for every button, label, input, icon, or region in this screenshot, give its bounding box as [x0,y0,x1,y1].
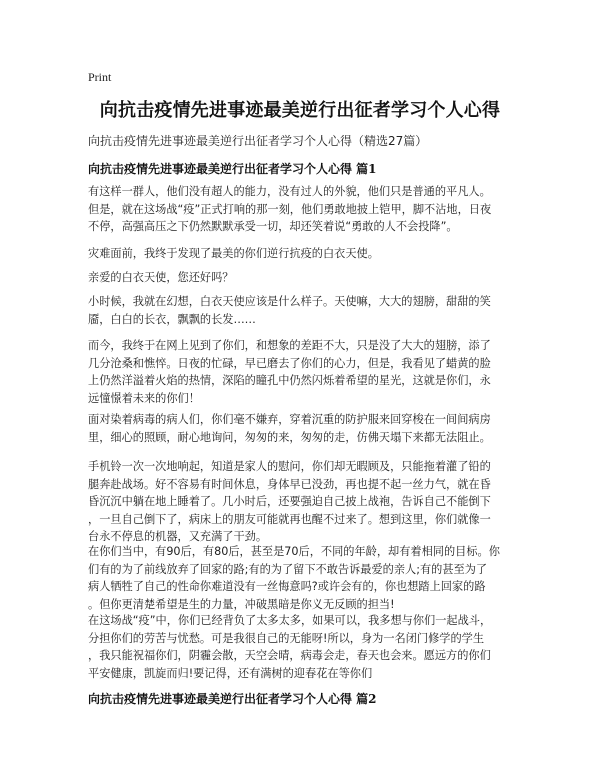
paragraph-2: 灾难面前，我终于发现了最美的你们逆行抗疫的白衣天使。 [88,247,379,260]
paragraph-8: 在你们当中，有90后，有80后，甚至是70后，不同的年龄，却有着相同的目标。你 们有的为了前线放弃了回家的路;有的为了留下不敢告诉最爱的亲人;有的甚至为了 病人牺牲了自己的性命你难道没有一丝悔意吗?或许会有的，你也想踏上回家的路 。但你更清楚希望是生的力量，冲破黑暗是你义无反顾的担当! [88,545,500,611]
document-title: 向抗击疫情先进事迹最美逆行出征者学习个人心得 [99,100,501,121]
paragraph-9: 在这场战“疫”中，你们已经背负了太多太多，如果可以，我多想与你们一起战斗， 分担你们的劳苦与忧愁。可是我很自己的无能呀!所以，身为一名闭门修学的学生 ，我只能祝福你们，阴霾会散，天空会晴，病毒会走，春天也会来。愿远方的你们 平安健康，凯旋而归!要记得，还有满树的迎春花在等你们 [88,614,492,680]
paragraph-1: 有这样一群人，他们没有超人的能力，没有过人的外貌，他们只是普通的平凡人。 但是，就在这场战“疫”正式打响的那一刻，他们勇敢地披上铠甲，脚不沾地，日夜 不停，高强高压之下仍然默默承受一切，却还笑着说“勇敢的人不会投降”。 [88,185,492,234]
paragraph-5: 而今，我终于在网上见到了你们，和想象的差距不大，只是没了大大的翅膀，添了 几分沧桑和憔悴。日夜的忙碌，早已磨去了你们的心力，但是，我看见了蜡黄的脸 上仍然洋溢着火焰的热情，深陷的瞳孔中仍然闪烁着希望的星光，这就是你们，永 远憧憬着未来的你们！ [88,339,491,405]
document-subtitle: 向抗击疫情先进事迹最美逆行出征者学习个人心得（精选27篇） [88,134,428,148]
section-heading-2: 向抗击疫情先进事迹最美逆行出征者学习个人心得 篇2 [88,692,377,706]
paragraph-3: 亲爱的白衣天使，您还好吗？ [88,271,234,284]
section-heading-1: 向抗击疫情先进事迹最美逆行出征者学习个人心得 篇1 [88,162,377,176]
print-link[interactable]: Print [88,70,112,84]
paragraph-6: 面对染着病毒的病人们，你们毫不嫌弃，穿着沉重的防护服来回穿梭在一间间病房 里，细心的照顾，耐心地询问，匆匆的来，匆匆的走，仿佛天塌下来都无法阻止。 [88,413,491,444]
paragraph-4: 小时候，我就在幻想，白衣天使应该是什么样子。天使嘛，大大的翅膀，甜甜的笑 靥，白白的长衣，飘飘的长发…… [88,295,491,326]
paragraph-7: 手机铃一次一次地响起，知道是家人的慰问，你们却无暇顾及，只能拖着灌了铅的 腿奔赴战场。好不容易有时间休息，身体早已没劲，再也提不起一丝力气，就在昏 昏沉沉中躺在地上睡着了。几小时后，还要强迫自己披上战袍，告诉自己不能倒下 ，一旦自己倒下了，病床上的朋友可能就再也醒不过来了。想到这里，你们就像一 台永不停息的机器，又充满了干劲。 [88,460,491,544]
